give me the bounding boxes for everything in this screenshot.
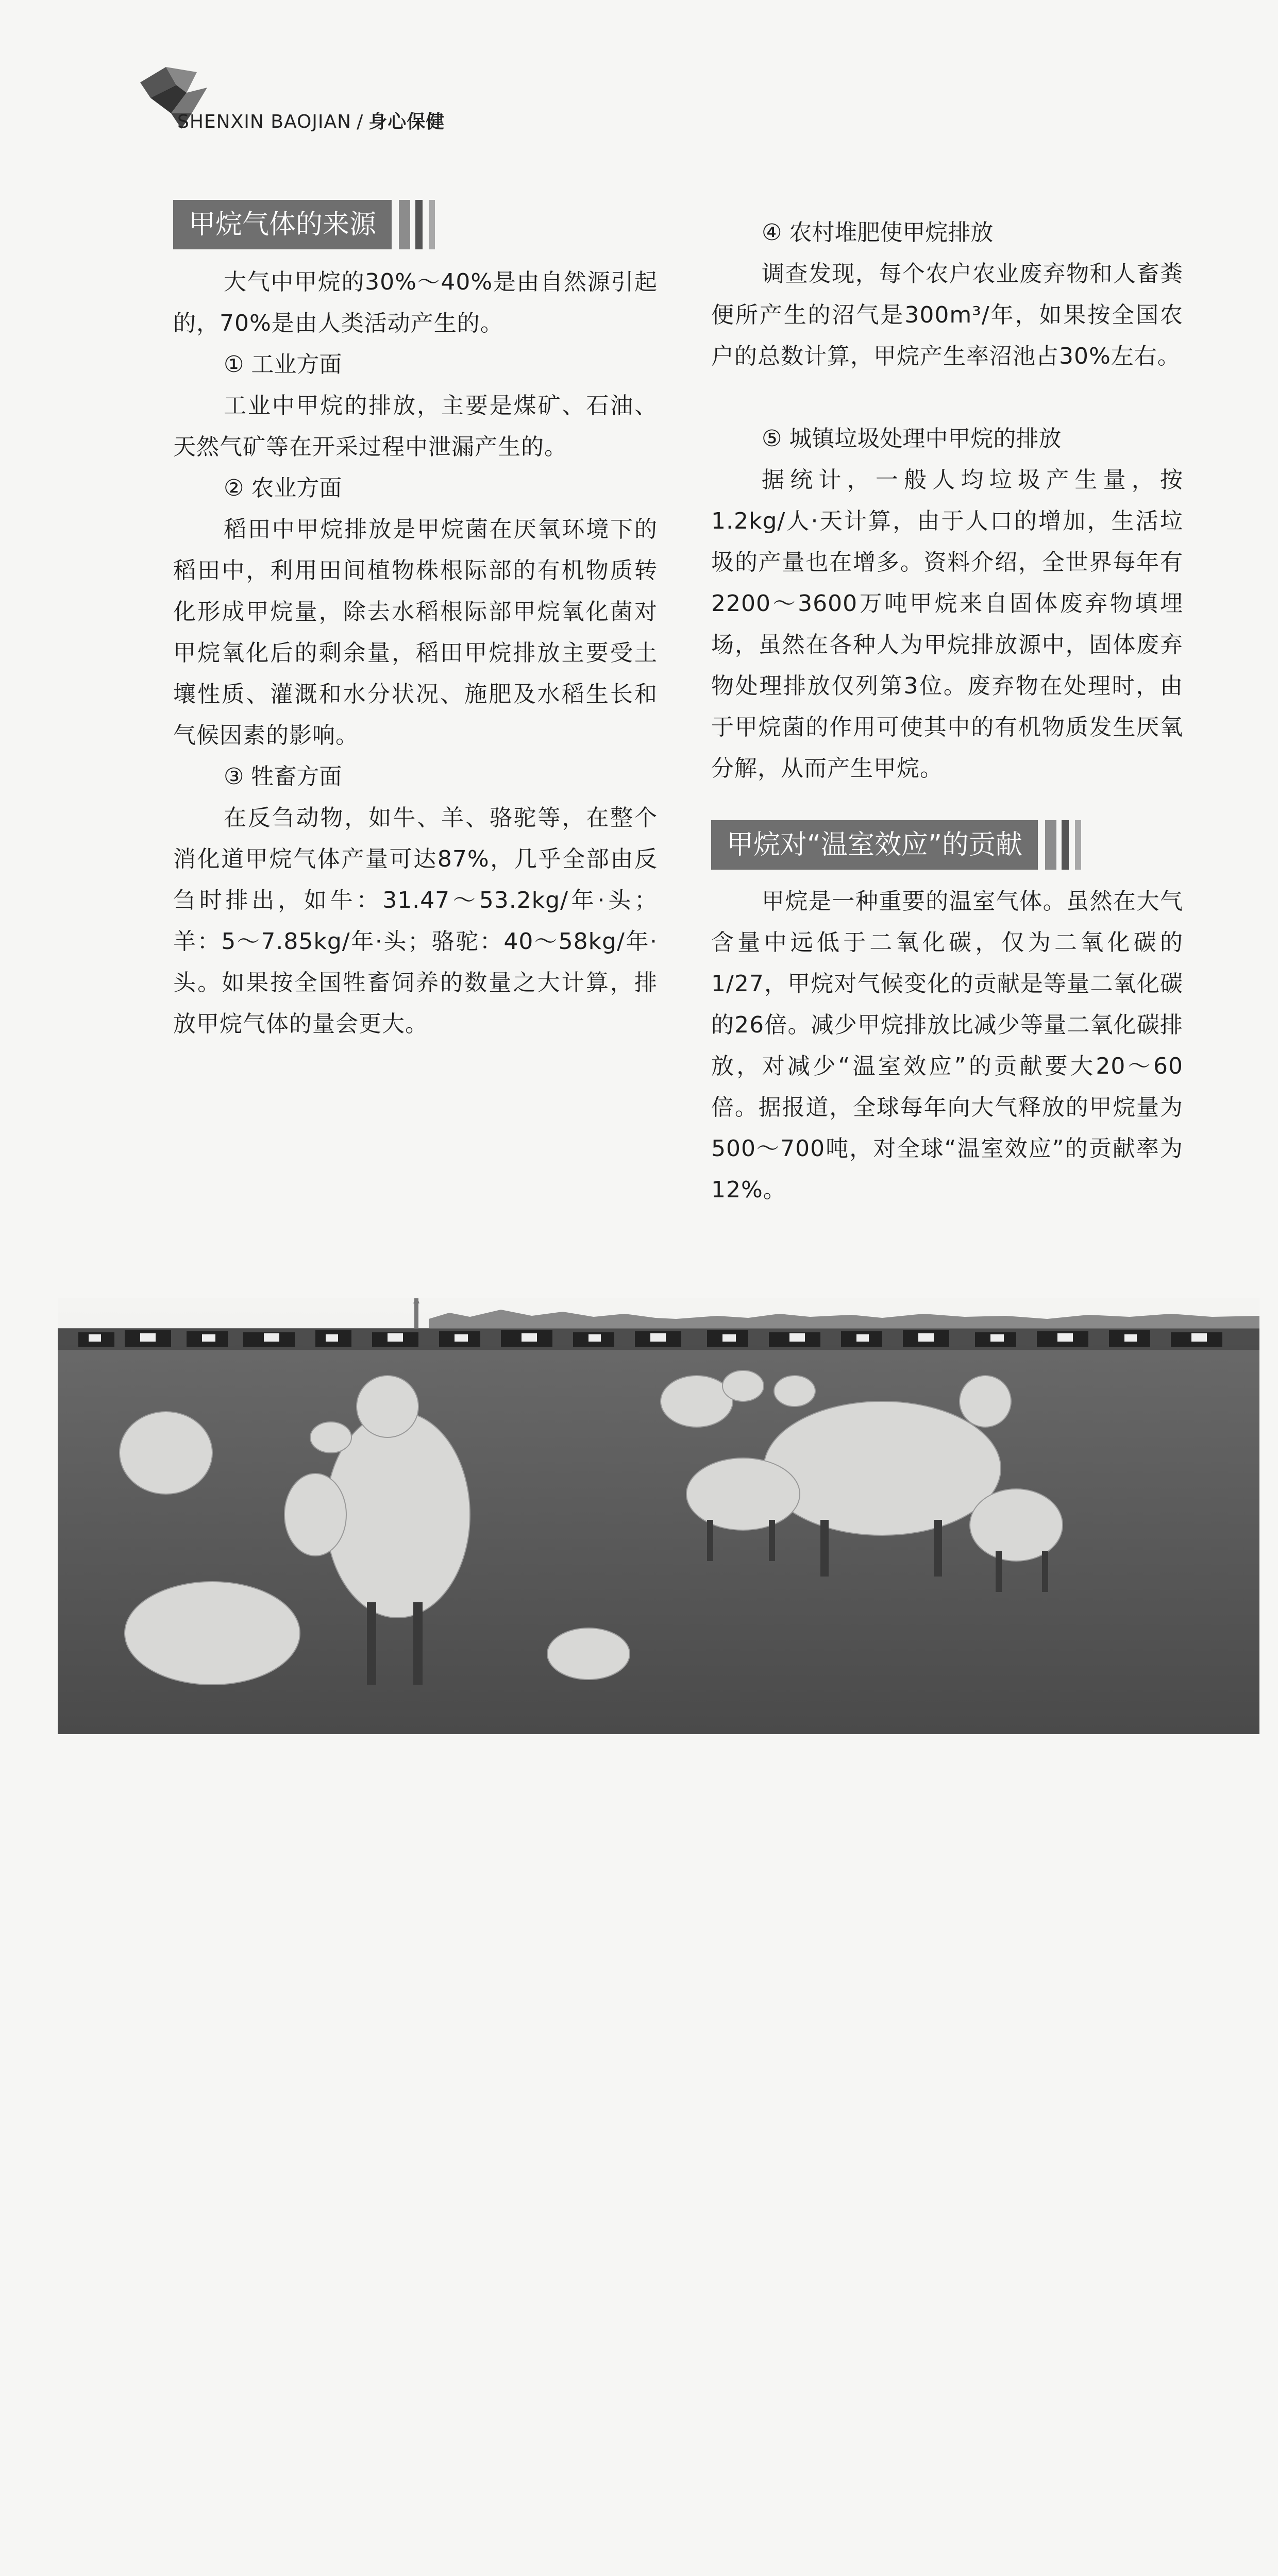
paragraph-greenhouse: 甲烷是一种重要的温室气体。虽然在大气含量中远低于二氧化碳，仅为二氧化碳的1/27，甲烷对气候变化的贡献是等量二氧化碳的26倍。减少甲烷排放比减少等量二氧化碳排放，对减少“温室效应”的贡献要大20～60倍。据报道，全球每年向大气释放的甲烷量为500～700吨，对全球“温室效应”的贡献率为12%。 (711, 888, 1183, 1203)
pasture-photo (58, 1298, 1259, 1734)
title-bar-decoration (429, 200, 435, 249)
paragraph-urban-waste: 据统计，一般人均垃圾产生量，按1.2kg/人·天计算，由于人口的增加，生活垃圾的产量也在增多。资料介绍，全世界每年有2200～3600万吨甲烷来自固体废弃物填埋场，虽然在各种人为甲烷排放源中，固体废弃物处理排放仅列第3位。废弃物在处理时，由于甲烷菌的作用可使其中的有机物质发生厌氧分解，从而产生甲烷。 (711, 467, 1183, 782)
paragraph-livestock: 在反刍动物，如牛、羊、骆驼等，在整个消化道甲烷气体产量可达87%，几乎全部由反刍时排出，如牛：31.47～53.2kg/年·头；羊：5～7.85kg/年·头；骆驼：40～58kg/年·头。如果按全国牲畜饲养的数量之大计算，排放甲烷气体的量会更大。 (173, 805, 658, 1037)
section-title-greenhouse (711, 820, 1081, 870)
title-bar-decoration (1062, 820, 1069, 870)
title-bar-decoration (415, 200, 423, 249)
page-header (135, 62, 558, 139)
section-title-label: 甲烷气体的来源 (173, 200, 392, 249)
title-bar-decoration (1075, 820, 1081, 870)
paragraph-industry: 工业中甲烷的排放，主要是煤矿、石油、天然气矿等在开采过程中泄漏产生的。 (173, 393, 658, 460)
sheep-pasture-image (58, 1298, 1259, 1734)
paragraph-rural-compost: 调查发现，每个农户农业废弃物和人畜粪便所产生的沼气是300m³/年，如果按全国农户的总数计算，甲烷产生率沼池占30%左右。 (711, 261, 1183, 369)
subhead-industry: ① 工业方面 (224, 351, 342, 378)
subhead-urban-waste: ⑤ 城镇垃圾处理中甲烷的排放 (762, 426, 1062, 452)
section-title-methane-sources (173, 200, 435, 249)
title-bar-decoration (1045, 820, 1056, 870)
intro-paragraph: 大气中甲烷的30%～40%是由自然源引起的，70%是由人类活动产生的。 (173, 269, 658, 336)
brand-cn: 身心保健 (368, 111, 445, 132)
subhead-rural-compost: ④ 农村堆肥使甲烷排放 (762, 219, 994, 246)
brand-separator: / (357, 111, 364, 132)
section-title-label: 甲烷对“温室效应”的贡献 (711, 820, 1038, 870)
title-bar-decoration (399, 200, 410, 249)
magazine-brand (177, 107, 445, 133)
brand-en: SHENXIN BAOJIAN (177, 111, 352, 132)
subhead-agriculture: ② 农业方面 (224, 475, 342, 501)
paragraph-agriculture: 稻田中甲烷排放是甲烷菌在厌氧环境下的稻田中，利用田间植物株根际部的有机物质转化形成甲烷量，除去水稻根际部甲烷氧化菌对甲烷氧化后的剩余量，稻田甲烷排放主要受土壤性质、灌溉和水分状况、施肥及水稻生长和气候因素的影响。 (173, 516, 658, 749)
subhead-livestock: ③ 牲畜方面 (224, 764, 342, 790)
